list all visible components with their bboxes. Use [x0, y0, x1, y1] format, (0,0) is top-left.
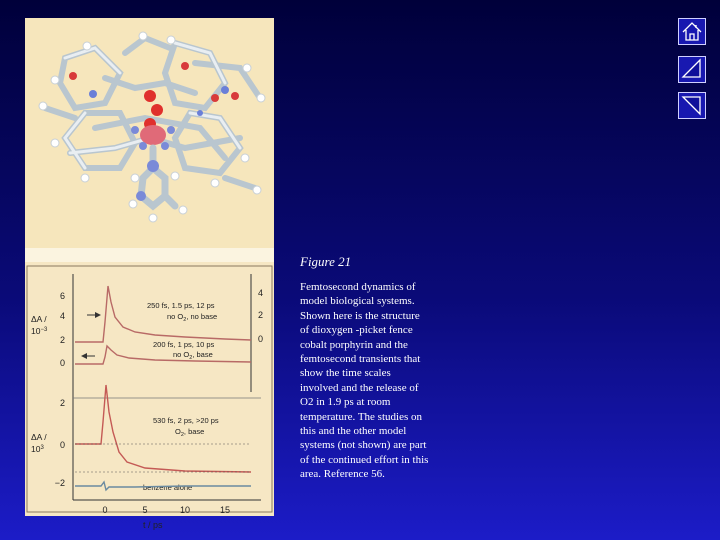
home-button[interactable]: [678, 18, 706, 45]
y-axis-label-top: [31, 314, 48, 336]
transients-svg: [25, 262, 274, 530]
x-tick-5: 5: [142, 505, 148, 515]
svg-text:ΔA /: ΔA /: [31, 432, 47, 442]
next-icon: [678, 92, 706, 119]
figure-image: [25, 18, 274, 530]
transients-plot: [25, 262, 274, 530]
caption-title: Figure 21: [300, 254, 352, 269]
next-button[interactable]: [678, 92, 706, 119]
series-labels: [143, 301, 219, 492]
molecule-structure-image: [25, 18, 274, 248]
panel2-sublabel: no $O_2$, base: [173, 350, 213, 361]
y-tick-b-0: 0: [59, 440, 65, 450]
trace-panel1: [75, 286, 251, 342]
panel-arrows: [81, 312, 101, 359]
x-axis-label: t / ps: [143, 520, 163, 530]
caption-body: Femtosecond dynamics of model biological systems. Shown here is the structure of dioxygen -picket fence cobalt porphyrin and the femtosecond transients that show the time scales involved and the release of O2 in 1.9 ps at room temperature. The studies on this and the other model systems (not shown) are part of the continued effort in this area. Reference 56.: [300, 281, 429, 481]
y-tick-0: 0: [59, 358, 65, 368]
reference-lines: [75, 444, 251, 472]
panel3-sublabel: $O_2$, base: [175, 427, 205, 438]
svg-text:103: $10^3$: [31, 444, 44, 454]
porphyrin-structure-drawing: [25, 18, 274, 248]
figure-divider: [25, 248, 274, 262]
y-tick-6: 6: [59, 291, 65, 301]
data-traces: [75, 286, 251, 490]
panel2-label: 200 fs, 1 ps, 10 ps: [153, 340, 215, 349]
home-icon: [678, 18, 706, 45]
y-tick-right-0: 0: [258, 334, 264, 344]
benzene-label: benzene alone: [143, 483, 193, 492]
y-ticks-bottom: [55, 398, 65, 488]
y-axis-label-bottom: [31, 432, 47, 454]
panel3-label: 530 fs, 2 ps, >20 ps: [153, 416, 219, 425]
x-tick-0: 0: [102, 505, 108, 515]
panel1-label: 250 fs, 1.5 ps, 12 ps: [147, 301, 215, 310]
svg-text:10−3: $10^{-3}$: [31, 326, 48, 336]
panel1-sublabel: no $O_2$, no base: [167, 312, 218, 323]
y-tick-b-minus2: −2: [54, 478, 65, 488]
y-tick-4: 4: [59, 311, 65, 321]
svg-text:ΔA /: ΔA /: [31, 314, 47, 324]
previous-icon: [678, 56, 706, 83]
y-ticks-top: [60, 291, 65, 368]
x-tick-15: 15: [219, 505, 231, 515]
y-tick-b-2: 2: [59, 398, 65, 408]
x-tick-10: 10: [179, 505, 191, 515]
figure-caption: [300, 254, 430, 482]
y-tick-right-2: 2: [258, 310, 264, 320]
previous-button[interactable]: [678, 56, 706, 83]
x-ticks: [102, 505, 230, 515]
y-tick-right-4: 4: [258, 288, 264, 298]
y-tick-2: 2: [59, 335, 65, 345]
y-ticks-top-right: [258, 288, 263, 344]
